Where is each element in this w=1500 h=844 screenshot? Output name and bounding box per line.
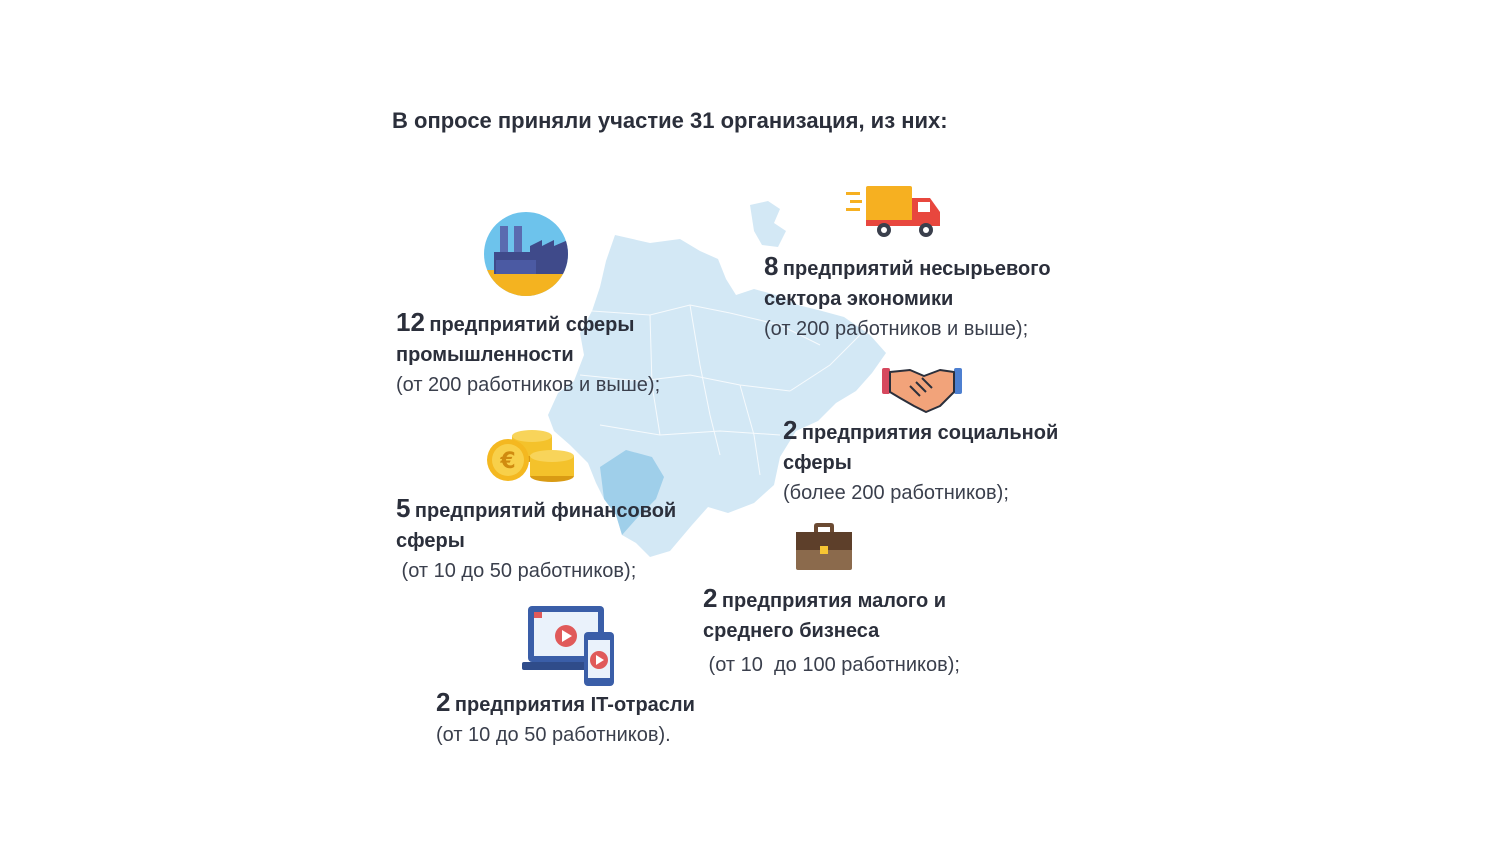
svg-text:€: € [500,449,516,474]
finance-count: 5 [396,493,411,523]
smb-block [703,584,960,680]
briefcase-icon [796,522,852,570]
industry-label-line2: промышленности [396,344,574,366]
page-title: В опросе приняли участие 31 организация, из них: [392,108,948,133]
non-resource-sub: (от 200 работников и выше); [764,318,1029,340]
smb-label-line1: предприятия малого и [721,590,947,612]
industry-block [396,308,660,400]
factory-icon [484,212,568,296]
it-count: 2 [436,687,451,717]
finance-block [396,494,676,586]
social-count: 2 [783,415,798,445]
truck-icon [846,184,944,240]
handshake-icon [880,362,964,414]
smb-sub: (от 10 до 100 работников); [703,654,960,676]
smb-count: 2 [703,583,718,613]
it-block [436,688,695,750]
smb-label-line2: среднего бизнеса [703,620,880,642]
non-resource-label-line2: сектора экономики [764,288,954,310]
industry-label-line1: предприятий сферы [429,314,635,336]
industry-count: 12 [396,307,425,337]
non-resource-block [764,252,1051,344]
finance-sub: (от 10 до 50 работников); [396,560,637,582]
finance-label-line1: предприятий финансовой [414,500,677,522]
industry-sub: (от 200 работников и выше); [396,374,661,396]
non-resource-label-line1: предприятий несырьевого [782,258,1051,280]
it-sub: (от 10 до 50 работников). [436,724,671,746]
it-label-line1: предприятия IT-отрасли [454,694,695,716]
non-resource-count: 8 [764,251,779,281]
devices-icon [522,606,616,688]
social-block [783,416,1058,508]
social-sub: (более 200 работников); [783,482,1009,504]
finance-label-line2: сферы [396,530,465,552]
social-label-line2: сферы [783,452,852,474]
social-label-line1: предприятия социальной [801,422,1059,444]
coins-icon [486,422,578,484]
